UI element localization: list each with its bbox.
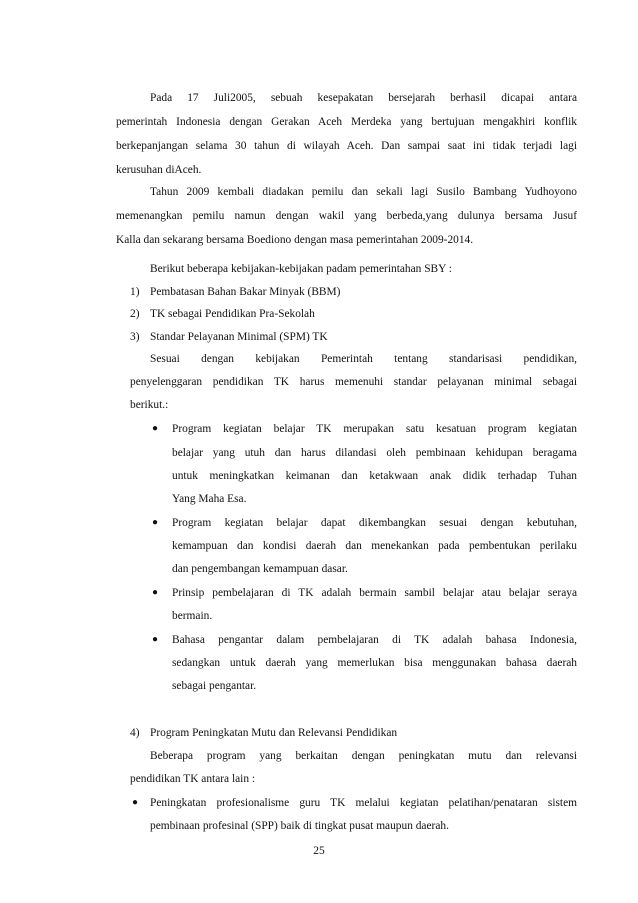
bullet-3-line-1: Prinsip pembelajaran di TK adalah bermain sambil belajar atau belajar seraya	[172, 587, 577, 599]
list-number-4: 4)	[130, 727, 140, 739]
bullet-last-line-1: Peningkatan profesionalisme guru TK melalui kegiatan pelatihan/penataran sistem	[150, 797, 577, 809]
paragraph-3-line-2: penyelenggaran pendidikan TK harus memenuhi standar pelayanan minimal sebagai	[130, 376, 577, 388]
paragraph-2-line-2: memenangkan pemilu namun dengan wakil yang berbeda,yang dulunya bersama Jusuf	[116, 210, 577, 222]
bullet-1-line-1: Program kegiatan belajar TK merupakan satu kesatuan program kegiatan	[172, 423, 577, 435]
paragraph-3-line-1: Sesuai dengan kebijakan Pemerintah tentang standarisasi pendidikan,	[150, 353, 577, 365]
bullet-2-line-2: kemampuan dan kondisi daerah dan menekankan pada pembentukan perilaku	[172, 540, 577, 552]
paragraph-4-line-1: Beberapa program yang berkaitan dengan peningkatan mutu dan relevansi	[150, 750, 577, 762]
list-item-2: TK sebagai Pendidikan Pra-Sekolah	[150, 308, 315, 320]
bullet-last-line-2: pembinaan profesinal (SPP) baik di tingkat pusat maupun daerah.	[150, 820, 449, 832]
bullet-icon: ●	[152, 587, 159, 598]
paragraph-4-line-2: pendidikan TK antara lain :	[130, 773, 256, 785]
bullet-1-line-2: belajar yang utuh dan harus dilandasi oleh pembinaan kehidupan beragama	[172, 447, 577, 459]
paragraph-2-line-3: Kalla dan sekarang bersama Boediono dengan masa pemerintahan 2009-2014.	[116, 234, 474, 246]
bullet-2-line-1: Program kegiatan belajar dapat dikembangkan sesuai dengan kebutuhan,	[172, 517, 577, 529]
bullet-icon: ●	[152, 517, 159, 528]
list-item-4: Program Peningkatan Mutu dan Relevansi Pendidikan	[150, 727, 398, 739]
list-item-3: Standar Pelayanan Minimal (SPM) TK	[150, 331, 328, 343]
page-number: 25	[313, 845, 325, 857]
bullet-4-line-1: Bahasa pengantar dalam pembelajaran di TK adalah bahasa Indonesia,	[172, 634, 577, 646]
list-number-1: 1)	[130, 286, 140, 298]
bullet-4-line-2: sedangkan untuk daerah yang memerlukan bisa menggunakan bahasa daerah	[172, 657, 577, 669]
list-number-3: 3)	[130, 331, 140, 343]
paragraph-1-line-2: pemerintah Indonesia dengan Gerakan Aceh Merdeka yang bertujuan mengakhiri konflik	[116, 116, 577, 128]
list-number-2: 2)	[130, 308, 140, 320]
paragraph-1-line-3: berkepanjangan selama 30 tahun di wilayah Aceh. Dan sampai saat ini tidak terjadi lagi	[116, 140, 577, 152]
bullet-1-line-4: Yang Maha Esa.	[172, 493, 247, 505]
bullet-1-line-3: untuk meningkatkan keimanan dan ketakwaan anak didik terhadap Tuhan	[172, 470, 577, 482]
bullet-2-line-3: dan pengembangan kemampuan dasar.	[172, 563, 348, 575]
paragraph-3-line-3: berikut.:	[130, 399, 169, 411]
bullet-4-line-3: sebagai pengantar.	[172, 680, 257, 692]
paragraph-1-line-1: Pada 17 Juli2005, sebuah kesepakatan bersejarah berhasil dicapai antara	[150, 92, 577, 104]
bullet-icon: ●	[132, 797, 139, 808]
bullet-3-line-2: bermain.	[172, 610, 213, 622]
policy-intro: Berikut beberapa kebijakan-kebijakan padam pemerintahan SBY :	[150, 263, 452, 275]
paragraph-1-line-4: kerusuhan diAceh.	[116, 164, 202, 176]
bullet-icon: ●	[152, 634, 159, 645]
paragraph-2-line-1: Tahun 2009 kembali diadakan pemilu dan sekali lagi Susilo Bambang Yudhoyono	[150, 186, 577, 198]
list-item-1: Pembatasan Bahan Bakar Minyak (BBM)	[150, 286, 341, 298]
bullet-icon: ●	[152, 423, 159, 434]
